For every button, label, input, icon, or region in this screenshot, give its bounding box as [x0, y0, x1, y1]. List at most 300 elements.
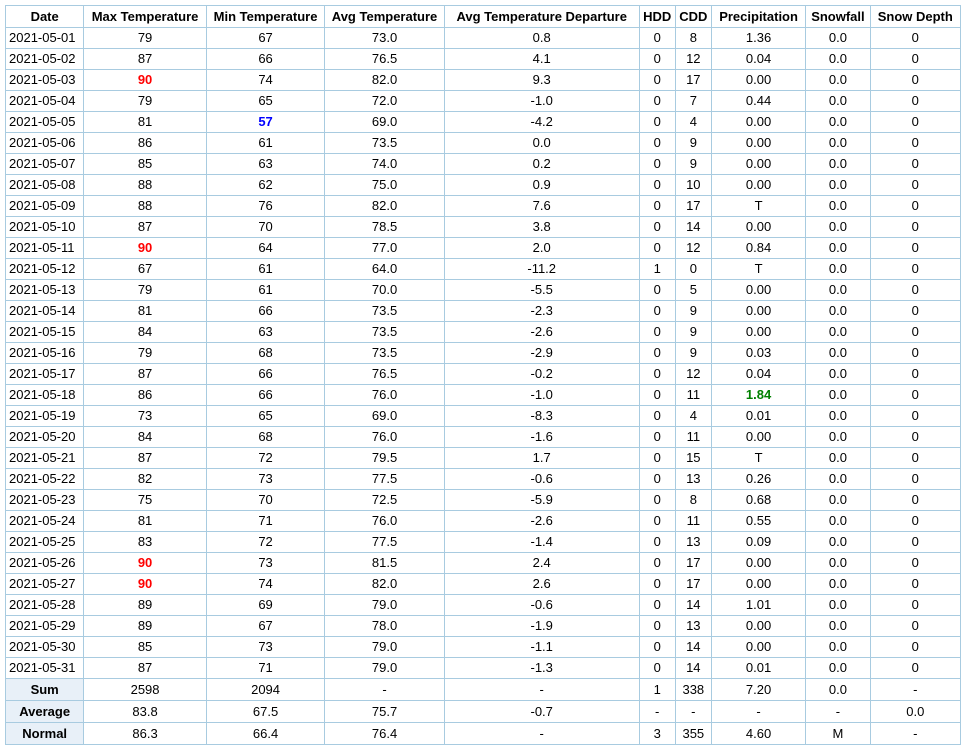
cell-max-temp: 86 [84, 385, 207, 406]
table-row [6, 385, 961, 406]
cell-min-temp: 70 [206, 217, 324, 238]
cell-snowfall: 0.0 [806, 91, 870, 112]
cell-avg-temp-departure: 2.4 [444, 553, 639, 574]
cell-snowfall: 0.0 [806, 49, 870, 70]
cell-max-temp: 81 [84, 112, 207, 133]
summary-cell-hdd: 3 [639, 723, 675, 745]
table-row [6, 70, 961, 91]
cell-avg-temp-departure: 0.2 [444, 154, 639, 175]
cell-date: 2021-05-28 [6, 595, 84, 616]
cell-precipitation: 0.01 [711, 658, 805, 679]
cell-avg-temp-departure: 0.8 [444, 28, 639, 49]
cell-snowfall: 0.0 [806, 637, 870, 658]
cell-cdd: 17 [675, 574, 711, 595]
cell-cdd: 13 [675, 469, 711, 490]
cell-avg-temp: 76.0 [325, 427, 445, 448]
cell-avg-temp-departure: -1.6 [444, 427, 639, 448]
cell-min-temp: 71 [206, 511, 324, 532]
table-row [6, 511, 961, 532]
table-header [6, 6, 961, 28]
cell-date: 2021-05-22 [6, 469, 84, 490]
cell-hdd: 0 [639, 406, 675, 427]
cell-snow-depth: 0 [870, 217, 960, 238]
cell-min-temp: 61 [206, 133, 324, 154]
cell-max-temp: 79 [84, 343, 207, 364]
cell-precipitation: 0.04 [711, 364, 805, 385]
cell-max-temp: 75 [84, 490, 207, 511]
cell-snowfall: 0.0 [806, 553, 870, 574]
cell-cdd: 8 [675, 28, 711, 49]
cell-min-temp: 68 [206, 343, 324, 364]
cell-snow-depth: 0 [870, 301, 960, 322]
summary-cell-avg-temp-departure: - [444, 679, 639, 701]
cell-snowfall: 0.0 [806, 616, 870, 637]
cell-max-temp: 86 [84, 133, 207, 154]
cell-cdd: 12 [675, 364, 711, 385]
cell-min-temp: 69 [206, 595, 324, 616]
cell-snow-depth: 0 [870, 154, 960, 175]
cell-min-temp: 66 [206, 49, 324, 70]
cell-avg-temp-departure: -1.0 [444, 385, 639, 406]
cell-cdd: 14 [675, 217, 711, 238]
cell-precipitation: 0.04 [711, 49, 805, 70]
cell-cdd: 17 [675, 196, 711, 217]
cell-min-temp: 66 [206, 301, 324, 322]
header-row [6, 6, 961, 28]
cell-avg-temp-departure: -1.9 [444, 616, 639, 637]
cell-hdd: 0 [639, 196, 675, 217]
cell-hdd: 0 [639, 553, 675, 574]
cell-cdd: 13 [675, 616, 711, 637]
cell-snow-depth: 0 [870, 175, 960, 196]
cell-min-temp: 71 [206, 658, 324, 679]
cell-avg-temp-departure: -1.3 [444, 658, 639, 679]
cell-max-temp: 85 [84, 637, 207, 658]
table-summary [6, 679, 961, 745]
cell-snowfall: 0.0 [806, 238, 870, 259]
cell-avg-temp-departure: 2.6 [444, 574, 639, 595]
cell-precipitation: T [711, 196, 805, 217]
cell-avg-temp: 69.0 [325, 112, 445, 133]
cell-cdd: 5 [675, 280, 711, 301]
cell-max-temp: 85 [84, 154, 207, 175]
cell-avg-temp-departure: -11.2 [444, 259, 639, 280]
cell-snow-depth: 0 [870, 406, 960, 427]
cell-snowfall: 0.0 [806, 595, 870, 616]
cell-min-temp: 62 [206, 175, 324, 196]
cell-max-temp: 82 [84, 469, 207, 490]
cell-avg-temp: 77.0 [325, 238, 445, 259]
column-header-date: Date [6, 6, 84, 28]
cell-date: 2021-05-10 [6, 217, 84, 238]
cell-precipitation: 0.00 [711, 574, 805, 595]
cell-date: 2021-05-27 [6, 574, 84, 595]
summary-cell-cdd: - [675, 701, 711, 723]
cell-hdd: 0 [639, 511, 675, 532]
cell-max-temp: 87 [84, 448, 207, 469]
cell-snowfall: 0.0 [806, 448, 870, 469]
cell-snowfall: 0.0 [806, 217, 870, 238]
cell-date: 2021-05-11 [6, 238, 84, 259]
cell-snow-depth: 0 [870, 343, 960, 364]
cell-avg-temp-departure: 4.1 [444, 49, 639, 70]
column-header-cdd: CDD [675, 6, 711, 28]
cell-min-temp: 74 [206, 70, 324, 91]
cell-snowfall: 0.0 [806, 385, 870, 406]
cell-avg-temp: 79.0 [325, 637, 445, 658]
cell-snow-depth: 0 [870, 427, 960, 448]
cell-precipitation: 0.00 [711, 133, 805, 154]
cell-cdd: 14 [675, 595, 711, 616]
cell-date: 2021-05-16 [6, 343, 84, 364]
table-row [6, 280, 961, 301]
cell-min-temp: 63 [206, 322, 324, 343]
summary-cell-min-temp: 2094 [206, 679, 324, 701]
cell-min-temp: 61 [206, 259, 324, 280]
cell-max-temp: 67 [84, 259, 207, 280]
cell-min-temp: 67 [206, 28, 324, 49]
cell-min-temp: 57 [206, 112, 324, 133]
cell-min-temp: 72 [206, 448, 324, 469]
cell-hdd: 0 [639, 49, 675, 70]
cell-cdd: 9 [675, 343, 711, 364]
cell-snow-depth: 0 [870, 574, 960, 595]
cell-hdd: 0 [639, 469, 675, 490]
cell-avg-temp: 82.0 [325, 574, 445, 595]
cell-avg-temp-departure: 1.7 [444, 448, 639, 469]
cell-avg-temp: 73.5 [325, 343, 445, 364]
summary-cell-cdd: 355 [675, 723, 711, 745]
cell-precipitation: 0.68 [711, 490, 805, 511]
table-row [6, 301, 961, 322]
cell-snowfall: 0.0 [806, 658, 870, 679]
cell-snowfall: 0.0 [806, 301, 870, 322]
table-row [6, 238, 961, 259]
cell-cdd: 14 [675, 658, 711, 679]
cell-date: 2021-05-01 [6, 28, 84, 49]
cell-precipitation: T [711, 448, 805, 469]
cell-hdd: 0 [639, 280, 675, 301]
cell-avg-temp: 72.5 [325, 490, 445, 511]
cell-cdd: 14 [675, 637, 711, 658]
table-row [6, 637, 961, 658]
cell-snow-depth: 0 [870, 385, 960, 406]
cell-cdd: 17 [675, 70, 711, 91]
cell-max-temp: 73 [84, 406, 207, 427]
cell-min-temp: 73 [206, 469, 324, 490]
summary-row [6, 679, 961, 701]
cell-date: 2021-05-17 [6, 364, 84, 385]
cell-hdd: 0 [639, 490, 675, 511]
cell-snowfall: 0.0 [806, 574, 870, 595]
summary-cell-snow-depth: - [870, 723, 960, 745]
cell-max-temp: 79 [84, 280, 207, 301]
cell-cdd: 0 [675, 259, 711, 280]
cell-max-temp: 84 [84, 322, 207, 343]
cell-avg-temp: 69.0 [325, 406, 445, 427]
cell-precipitation: 0.00 [711, 280, 805, 301]
cell-snow-depth: 0 [870, 322, 960, 343]
cell-date: 2021-05-06 [6, 133, 84, 154]
cell-precipitation: 0.00 [711, 427, 805, 448]
cell-date: 2021-05-18 [6, 385, 84, 406]
cell-avg-temp-departure: 9.3 [444, 70, 639, 91]
cell-max-temp: 84 [84, 427, 207, 448]
cell-date: 2021-05-02 [6, 49, 84, 70]
cell-snowfall: 0.0 [806, 133, 870, 154]
summary-cell-precipitation: 7.20 [711, 679, 805, 701]
cell-snow-depth: 0 [870, 280, 960, 301]
cell-date: 2021-05-30 [6, 637, 84, 658]
cell-min-temp: 73 [206, 553, 324, 574]
cell-min-temp: 72 [206, 532, 324, 553]
cell-date: 2021-05-04 [6, 91, 84, 112]
cell-cdd: 12 [675, 238, 711, 259]
cell-snowfall: 0.0 [806, 427, 870, 448]
summary-cell-min-temp: 66.4 [206, 723, 324, 745]
cell-max-temp: 88 [84, 196, 207, 217]
cell-precipitation: 1.01 [711, 595, 805, 616]
summary-label: Sum [6, 679, 84, 701]
cell-min-temp: 66 [206, 385, 324, 406]
cell-max-temp: 79 [84, 91, 207, 112]
cell-precipitation: 0.00 [711, 637, 805, 658]
cell-avg-temp-departure: -1.1 [444, 637, 639, 658]
table-row [6, 259, 961, 280]
cell-snow-depth: 0 [870, 616, 960, 637]
table-row [6, 175, 961, 196]
cell-snowfall: 0.0 [806, 322, 870, 343]
cell-precipitation: 0.84 [711, 238, 805, 259]
cell-snow-depth: 0 [870, 595, 960, 616]
summary-row [6, 723, 961, 745]
cell-cdd: 9 [675, 322, 711, 343]
cell-cdd: 11 [675, 385, 711, 406]
table-row [6, 322, 961, 343]
cell-snow-depth: 0 [870, 238, 960, 259]
cell-date: 2021-05-15 [6, 322, 84, 343]
table-row [6, 469, 961, 490]
summary-cell-precipitation: 4.60 [711, 723, 805, 745]
cell-snow-depth: 0 [870, 196, 960, 217]
cell-precipitation: T [711, 259, 805, 280]
cell-min-temp: 64 [206, 238, 324, 259]
cell-avg-temp-departure: -1.0 [444, 91, 639, 112]
summary-cell-hdd: 1 [639, 679, 675, 701]
cell-min-temp: 61 [206, 280, 324, 301]
cell-date: 2021-05-23 [6, 490, 84, 511]
cell-date: 2021-05-08 [6, 175, 84, 196]
cell-cdd: 11 [675, 511, 711, 532]
table-row [6, 343, 961, 364]
cell-min-temp: 68 [206, 427, 324, 448]
cell-date: 2021-05-07 [6, 154, 84, 175]
cell-snowfall: 0.0 [806, 175, 870, 196]
summary-cell-avg-temp: 76.4 [325, 723, 445, 745]
cell-cdd: 8 [675, 490, 711, 511]
cell-cdd: 15 [675, 448, 711, 469]
table-body [6, 28, 961, 679]
cell-cdd: 9 [675, 133, 711, 154]
cell-min-temp: 66 [206, 364, 324, 385]
cell-snowfall: 0.0 [806, 343, 870, 364]
cell-avg-temp: 64.0 [325, 259, 445, 280]
cell-date: 2021-05-09 [6, 196, 84, 217]
cell-cdd: 9 [675, 154, 711, 175]
cell-avg-temp: 76.5 [325, 49, 445, 70]
cell-snow-depth: 0 [870, 91, 960, 112]
cell-date: 2021-05-05 [6, 112, 84, 133]
cell-avg-temp: 72.0 [325, 91, 445, 112]
table-row [6, 574, 961, 595]
cell-snow-depth: 0 [870, 553, 960, 574]
cell-cdd: 4 [675, 406, 711, 427]
cell-avg-temp-departure: -0.6 [444, 469, 639, 490]
table-row [6, 133, 961, 154]
table-row [6, 595, 961, 616]
cell-hdd: 0 [639, 427, 675, 448]
column-header-min-temp: Min Temperature [206, 6, 324, 28]
cell-max-temp: 81 [84, 301, 207, 322]
cell-max-temp: 89 [84, 595, 207, 616]
cell-hdd: 0 [639, 301, 675, 322]
cell-avg-temp: 73.5 [325, 133, 445, 154]
cell-snowfall: 0.0 [806, 406, 870, 427]
column-header-snow-depth: Snow Depth [870, 6, 960, 28]
table-row [6, 364, 961, 385]
column-header-avg-temp-departure: Avg Temperature Departure [444, 6, 639, 28]
table-row [6, 112, 961, 133]
cell-avg-temp: 79.0 [325, 658, 445, 679]
cell-snowfall: 0.0 [806, 490, 870, 511]
cell-snow-depth: 0 [870, 49, 960, 70]
cell-max-temp: 87 [84, 658, 207, 679]
cell-snowfall: 0.0 [806, 259, 870, 280]
cell-avg-temp-departure: -5.9 [444, 490, 639, 511]
cell-avg-temp-departure: 3.8 [444, 217, 639, 238]
cell-avg-temp-departure: -4.2 [444, 112, 639, 133]
cell-min-temp: 76 [206, 196, 324, 217]
cell-snow-depth: 0 [870, 448, 960, 469]
cell-cdd: 12 [675, 49, 711, 70]
cell-avg-temp-departure: -2.6 [444, 322, 639, 343]
cell-date: 2021-05-13 [6, 280, 84, 301]
cell-precipitation: 0.00 [711, 70, 805, 91]
cell-avg-temp-departure: -8.3 [444, 406, 639, 427]
cell-date: 2021-05-14 [6, 301, 84, 322]
cell-min-temp: 73 [206, 637, 324, 658]
cell-hdd: 0 [639, 616, 675, 637]
summary-cell-avg-temp: - [325, 679, 445, 701]
table-row [6, 406, 961, 427]
cell-date: 2021-05-29 [6, 616, 84, 637]
cell-hdd: 0 [639, 637, 675, 658]
table-row [6, 427, 961, 448]
cell-hdd: 0 [639, 322, 675, 343]
cell-max-temp: 87 [84, 364, 207, 385]
cell-min-temp: 67 [206, 616, 324, 637]
cell-max-temp: 90 [84, 553, 207, 574]
summary-cell-max-temp: 2598 [84, 679, 207, 701]
summary-cell-avg-temp: 75.7 [325, 701, 445, 723]
cell-avg-temp-departure: 0.0 [444, 133, 639, 154]
summary-cell-precipitation: - [711, 701, 805, 723]
cell-hdd: 0 [639, 448, 675, 469]
cell-avg-temp: 76.5 [325, 364, 445, 385]
table-row [6, 490, 961, 511]
cell-avg-temp: 73.5 [325, 301, 445, 322]
table-row [6, 28, 961, 49]
cell-cdd: 4 [675, 112, 711, 133]
cell-date: 2021-05-24 [6, 511, 84, 532]
summary-cell-max-temp: 86.3 [84, 723, 207, 745]
cell-hdd: 0 [639, 154, 675, 175]
cell-date: 2021-05-26 [6, 553, 84, 574]
cell-avg-temp: 76.0 [325, 511, 445, 532]
cell-date: 2021-05-25 [6, 532, 84, 553]
cell-avg-temp: 79.0 [325, 595, 445, 616]
cell-min-temp: 70 [206, 490, 324, 511]
cell-cdd: 7 [675, 91, 711, 112]
cell-precipitation: 0.26 [711, 469, 805, 490]
cell-precipitation: 0.55 [711, 511, 805, 532]
cell-snow-depth: 0 [870, 490, 960, 511]
cell-max-temp: 90 [84, 70, 207, 91]
cell-min-temp: 65 [206, 91, 324, 112]
summary-cell-snow-depth: - [870, 679, 960, 701]
summary-cell-avg-temp-departure: -0.7 [444, 701, 639, 723]
cell-snowfall: 0.0 [806, 70, 870, 91]
cell-precipitation: 0.01 [711, 406, 805, 427]
cell-snow-depth: 0 [870, 469, 960, 490]
cell-date: 2021-05-21 [6, 448, 84, 469]
cell-hdd: 1 [639, 259, 675, 280]
cell-snowfall: 0.0 [806, 532, 870, 553]
column-header-hdd: HDD [639, 6, 675, 28]
table-row [6, 616, 961, 637]
cell-min-temp: 65 [206, 406, 324, 427]
cell-precipitation: 0.44 [711, 91, 805, 112]
cell-avg-temp: 70.0 [325, 280, 445, 301]
cell-hdd: 0 [639, 595, 675, 616]
cell-snow-depth: 0 [870, 259, 960, 280]
cell-cdd: 10 [675, 175, 711, 196]
cell-avg-temp: 81.5 [325, 553, 445, 574]
summary-cell-avg-temp-departure: - [444, 723, 639, 745]
cell-hdd: 0 [639, 91, 675, 112]
column-header-precipitation: Precipitation [711, 6, 805, 28]
cell-avg-temp-departure: -5.5 [444, 280, 639, 301]
cell-date: 2021-05-31 [6, 658, 84, 679]
cell-cdd: 9 [675, 301, 711, 322]
table-row [6, 217, 961, 238]
cell-snowfall: 0.0 [806, 364, 870, 385]
cell-avg-temp: 75.0 [325, 175, 445, 196]
summary-cell-snowfall: - [806, 701, 870, 723]
cell-max-temp: 88 [84, 175, 207, 196]
table-row [6, 532, 961, 553]
climate-table-container [5, 5, 961, 745]
cell-max-temp: 90 [84, 238, 207, 259]
cell-snow-depth: 0 [870, 658, 960, 679]
cell-hdd: 0 [639, 133, 675, 154]
cell-precipitation: 0.00 [711, 175, 805, 196]
cell-hdd: 0 [639, 175, 675, 196]
summary-cell-snow-depth: 0.0 [870, 701, 960, 723]
cell-avg-temp: 73.5 [325, 322, 445, 343]
summary-cell-min-temp: 67.5 [206, 701, 324, 723]
table-row [6, 553, 961, 574]
